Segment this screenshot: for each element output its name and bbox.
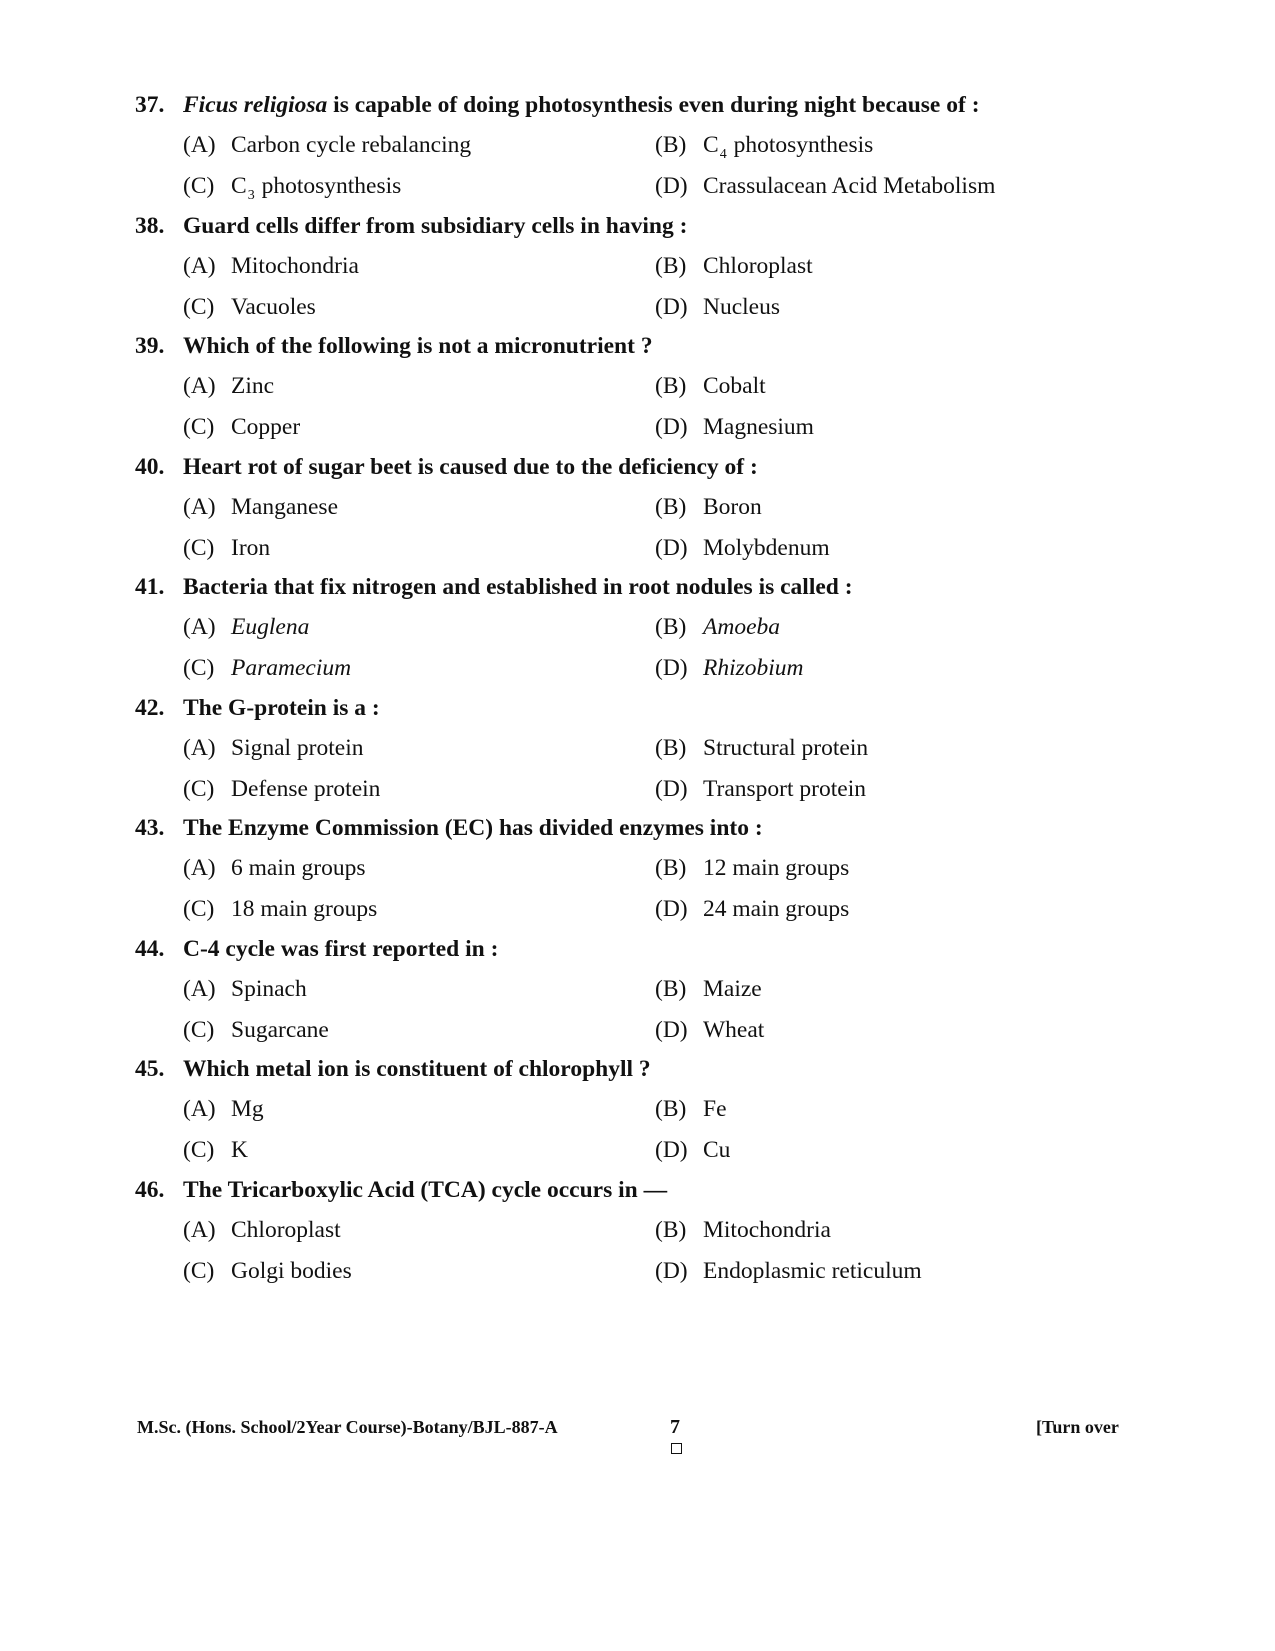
option-letter: (D) [655,173,688,199]
question-text [183,1170,667,1210]
text-run: Defense protein [231,775,381,802]
option-letter: (C) [183,896,215,922]
option-letter: (D) [655,534,688,561]
option-row [135,1130,1155,1171]
option-text [703,607,780,648]
option-letter: (B) [655,1096,687,1122]
text-run: 24 main groups [703,896,850,922]
option-letter: (D) [655,655,688,681]
option-letter: (A) [183,734,216,761]
option-letter: (D) [655,1137,688,1163]
text-run: Chloroplast [703,252,813,279]
option-text [703,407,814,448]
option-text [231,366,274,407]
option-letter: (C) [183,1016,215,1043]
question-block [135,688,1155,810]
question-block [135,1170,1155,1292]
option-text [231,125,471,166]
question-number: 40. [135,453,165,480]
option-letter: (A) [183,132,216,158]
option-row [135,1210,1155,1251]
question-text [183,808,763,848]
question-number: 39. [135,333,165,359]
question-number: 42. [135,694,165,721]
option-text [703,366,766,407]
option-text [703,728,868,769]
text-run: Structural protein [703,734,869,761]
option-row [135,889,1155,930]
question-stem [135,808,1155,848]
option-letter: (D) [655,1257,688,1284]
option-letter: (A) [183,1096,216,1122]
text-run: The G-protein is a : [183,694,380,721]
question-number: 43. [135,815,165,841]
option-letter: (B) [655,734,687,761]
option-text [703,166,995,207]
text-run: Endoplasmic reticulum [703,1257,922,1284]
option-letter: (D) [655,414,688,440]
option-text [231,287,316,328]
subscript: 3 [247,188,255,203]
text-run: Manganese [231,493,339,520]
text-run: Golgi bodies [231,1257,352,1284]
text-run: Which metal ion is constituent of chlorophyll ? [183,1056,651,1082]
option-text [703,1130,730,1171]
text-run: Signal protein [231,734,364,761]
text-run: Mitochondria [703,1216,831,1243]
option-row [135,969,1155,1010]
question-block [135,206,1155,328]
footer-page-number: 7 [670,1416,680,1438]
option-letter: (A) [183,1216,216,1243]
text-run: Mg [231,1096,264,1122]
question-text [183,326,653,366]
option-letter: (D) [655,293,688,320]
option-letter: (A) [183,252,216,279]
option-letter: (B) [655,373,687,399]
text-run: Fe [703,1096,727,1122]
question-block [135,929,1155,1051]
italic-term: Paramecium [231,655,352,681]
option-text [231,1251,352,1292]
option-row [135,125,1155,166]
text-run: Vacuoles [231,293,316,320]
subscript: 4 [719,147,727,162]
footer-turn-over: [Turn over [1036,1417,1119,1437]
option-row [135,728,1155,769]
question-number: 44. [135,935,165,962]
italic-term: Rhizobium [703,655,804,681]
question-text [183,85,980,125]
question-stem [135,447,1155,487]
question-stem [135,1170,1155,1210]
text-run: C-4 cycle was first reported in : [183,935,499,962]
option-text [231,889,377,930]
option-row [135,648,1155,689]
question-stem [135,688,1155,728]
option-letter: (C) [183,173,215,199]
text-run: 18 main groups [231,896,378,922]
option-letter: (A) [183,493,216,520]
option-letter: (B) [655,493,687,520]
option-text [703,1210,831,1251]
option-row [135,366,1155,407]
option-row [135,528,1155,569]
question-text [183,567,853,607]
text-run: C [231,173,247,199]
option-text [231,487,338,528]
option-text [231,728,364,769]
text-run: Crassulacean Acid Metabolism [703,173,996,199]
option-row [135,1010,1155,1051]
option-text [231,528,270,569]
text-run: Molybdenum [703,534,830,561]
question-number: 41. [135,574,165,600]
option-row [135,848,1155,889]
option-text [231,1010,329,1051]
option-row [135,607,1155,648]
text-run: Iron [231,534,271,561]
text-run: Cu [703,1137,731,1163]
option-text [231,166,401,210]
text-run: Transport protein [703,775,866,802]
text-run: Carbon cycle rebalancing [231,132,472,158]
text-run: Sugarcane [231,1016,329,1043]
option-letter: (B) [655,855,687,881]
option-text [231,969,307,1010]
option-letter: (A) [183,975,216,1002]
option-letter: (D) [655,896,688,922]
option-row [135,246,1155,287]
option-letter: (C) [183,1137,215,1163]
text-run: is capable of doing photosynthesis even during night because of : [327,92,980,118]
option-letter: (C) [183,534,215,561]
text-run: Spinach [231,975,307,1002]
option-letter: (D) [655,775,688,802]
text-run: Boron [703,493,762,520]
text-run: Mitochondria [231,252,359,279]
option-text [703,487,762,528]
option-text [703,769,866,810]
question-number: 37. [135,92,165,118]
option-letter: (B) [655,614,687,640]
text-run: Bacteria that fix nitrogen and established in root nodules is called : [183,574,853,600]
question-block [135,85,1155,207]
option-text [703,1089,727,1130]
text-run: Nucleus [703,293,781,320]
italic-term: Ficus religiosa [183,92,328,118]
option-letter: (B) [655,975,687,1002]
option-text [231,607,309,648]
question-text [183,929,498,969]
question-text [183,688,380,728]
option-letter: (C) [183,655,215,681]
text-run: Maize [703,975,762,1002]
question-block [135,1049,1155,1171]
text-run: Magnesium [703,414,814,440]
footer-course-code: M.Sc. (Hons. School/2Year Course)-Botany/BJL-887-A [137,1417,558,1437]
text-run: Wheat [703,1016,765,1043]
option-text [703,648,804,689]
question-block [135,808,1155,930]
question-text [183,206,687,246]
option-letter: (A) [183,855,216,881]
option-text [231,1210,341,1251]
question-stem [135,567,1155,607]
option-letter: (B) [655,1216,687,1243]
option-row [135,1089,1155,1130]
option-text [703,125,873,169]
text-run: C [703,132,719,158]
option-text [231,848,365,889]
option-letter: (B) [655,132,687,158]
text-run: K [231,1137,248,1163]
option-text [703,1010,764,1051]
option-text [703,287,780,328]
option-letter: (A) [183,373,216,399]
question-stem [135,206,1155,246]
option-text [703,848,849,889]
option-row [135,287,1155,328]
option-text [703,969,762,1010]
option-text [703,246,813,287]
text-run: photosynthesis [255,173,402,199]
option-row [135,769,1155,810]
option-letter: (A) [183,614,216,640]
option-text [703,1251,922,1292]
italic-term: Amoeba [703,614,781,640]
question-number: 38. [135,212,165,239]
question-text [183,1049,651,1089]
question-number: 45. [135,1056,165,1082]
option-text [231,407,300,448]
text-run: Heart rot of sugar beet is caused due to the deficiency of : [183,453,758,480]
option-text [231,1089,264,1130]
text-run: photosynthesis [727,132,874,158]
option-letter: (C) [183,414,215,440]
option-letter: (C) [183,1257,215,1284]
text-run: 12 main groups [703,855,850,881]
option-text [231,1130,248,1171]
option-text [703,528,830,569]
question-stem [135,929,1155,969]
option-row [135,1251,1155,1292]
option-row [135,407,1155,448]
question-block [135,447,1155,569]
text-run: The Enzyme Commission (EC) has divided enzymes into : [183,815,763,841]
option-letter: (D) [655,1016,688,1043]
text-run: Zinc [231,373,275,399]
option-row [135,166,1155,207]
option-letter: (B) [655,252,687,279]
text-run: The Tricarboxylic Acid (TCA) cycle occurs in — [183,1176,668,1203]
option-text [231,769,380,810]
text-run: Which of the following is not a micronutrient ? [183,333,653,359]
question-text [183,447,758,487]
text-run: Copper [231,414,301,440]
text-run: 6 main groups [231,855,366,881]
italic-term: Euglena [231,614,310,640]
option-text [231,648,351,689]
option-letter: (C) [183,775,215,802]
question-stem [135,1049,1155,1089]
text-run: Cobalt [703,373,766,399]
question-stem [135,326,1155,366]
option-text [231,246,359,287]
text-run: Chloroplast [231,1216,341,1243]
question-stem [135,85,1155,125]
question-number: 46. [135,1176,165,1203]
option-row [135,487,1155,528]
text-run: Guard cells differ from subsidiary cells in having : [183,212,688,239]
question-block [135,326,1155,448]
option-letter: (C) [183,293,215,320]
question-block [135,567,1155,689]
end-square-icon [671,1443,682,1454]
option-text [703,889,849,930]
